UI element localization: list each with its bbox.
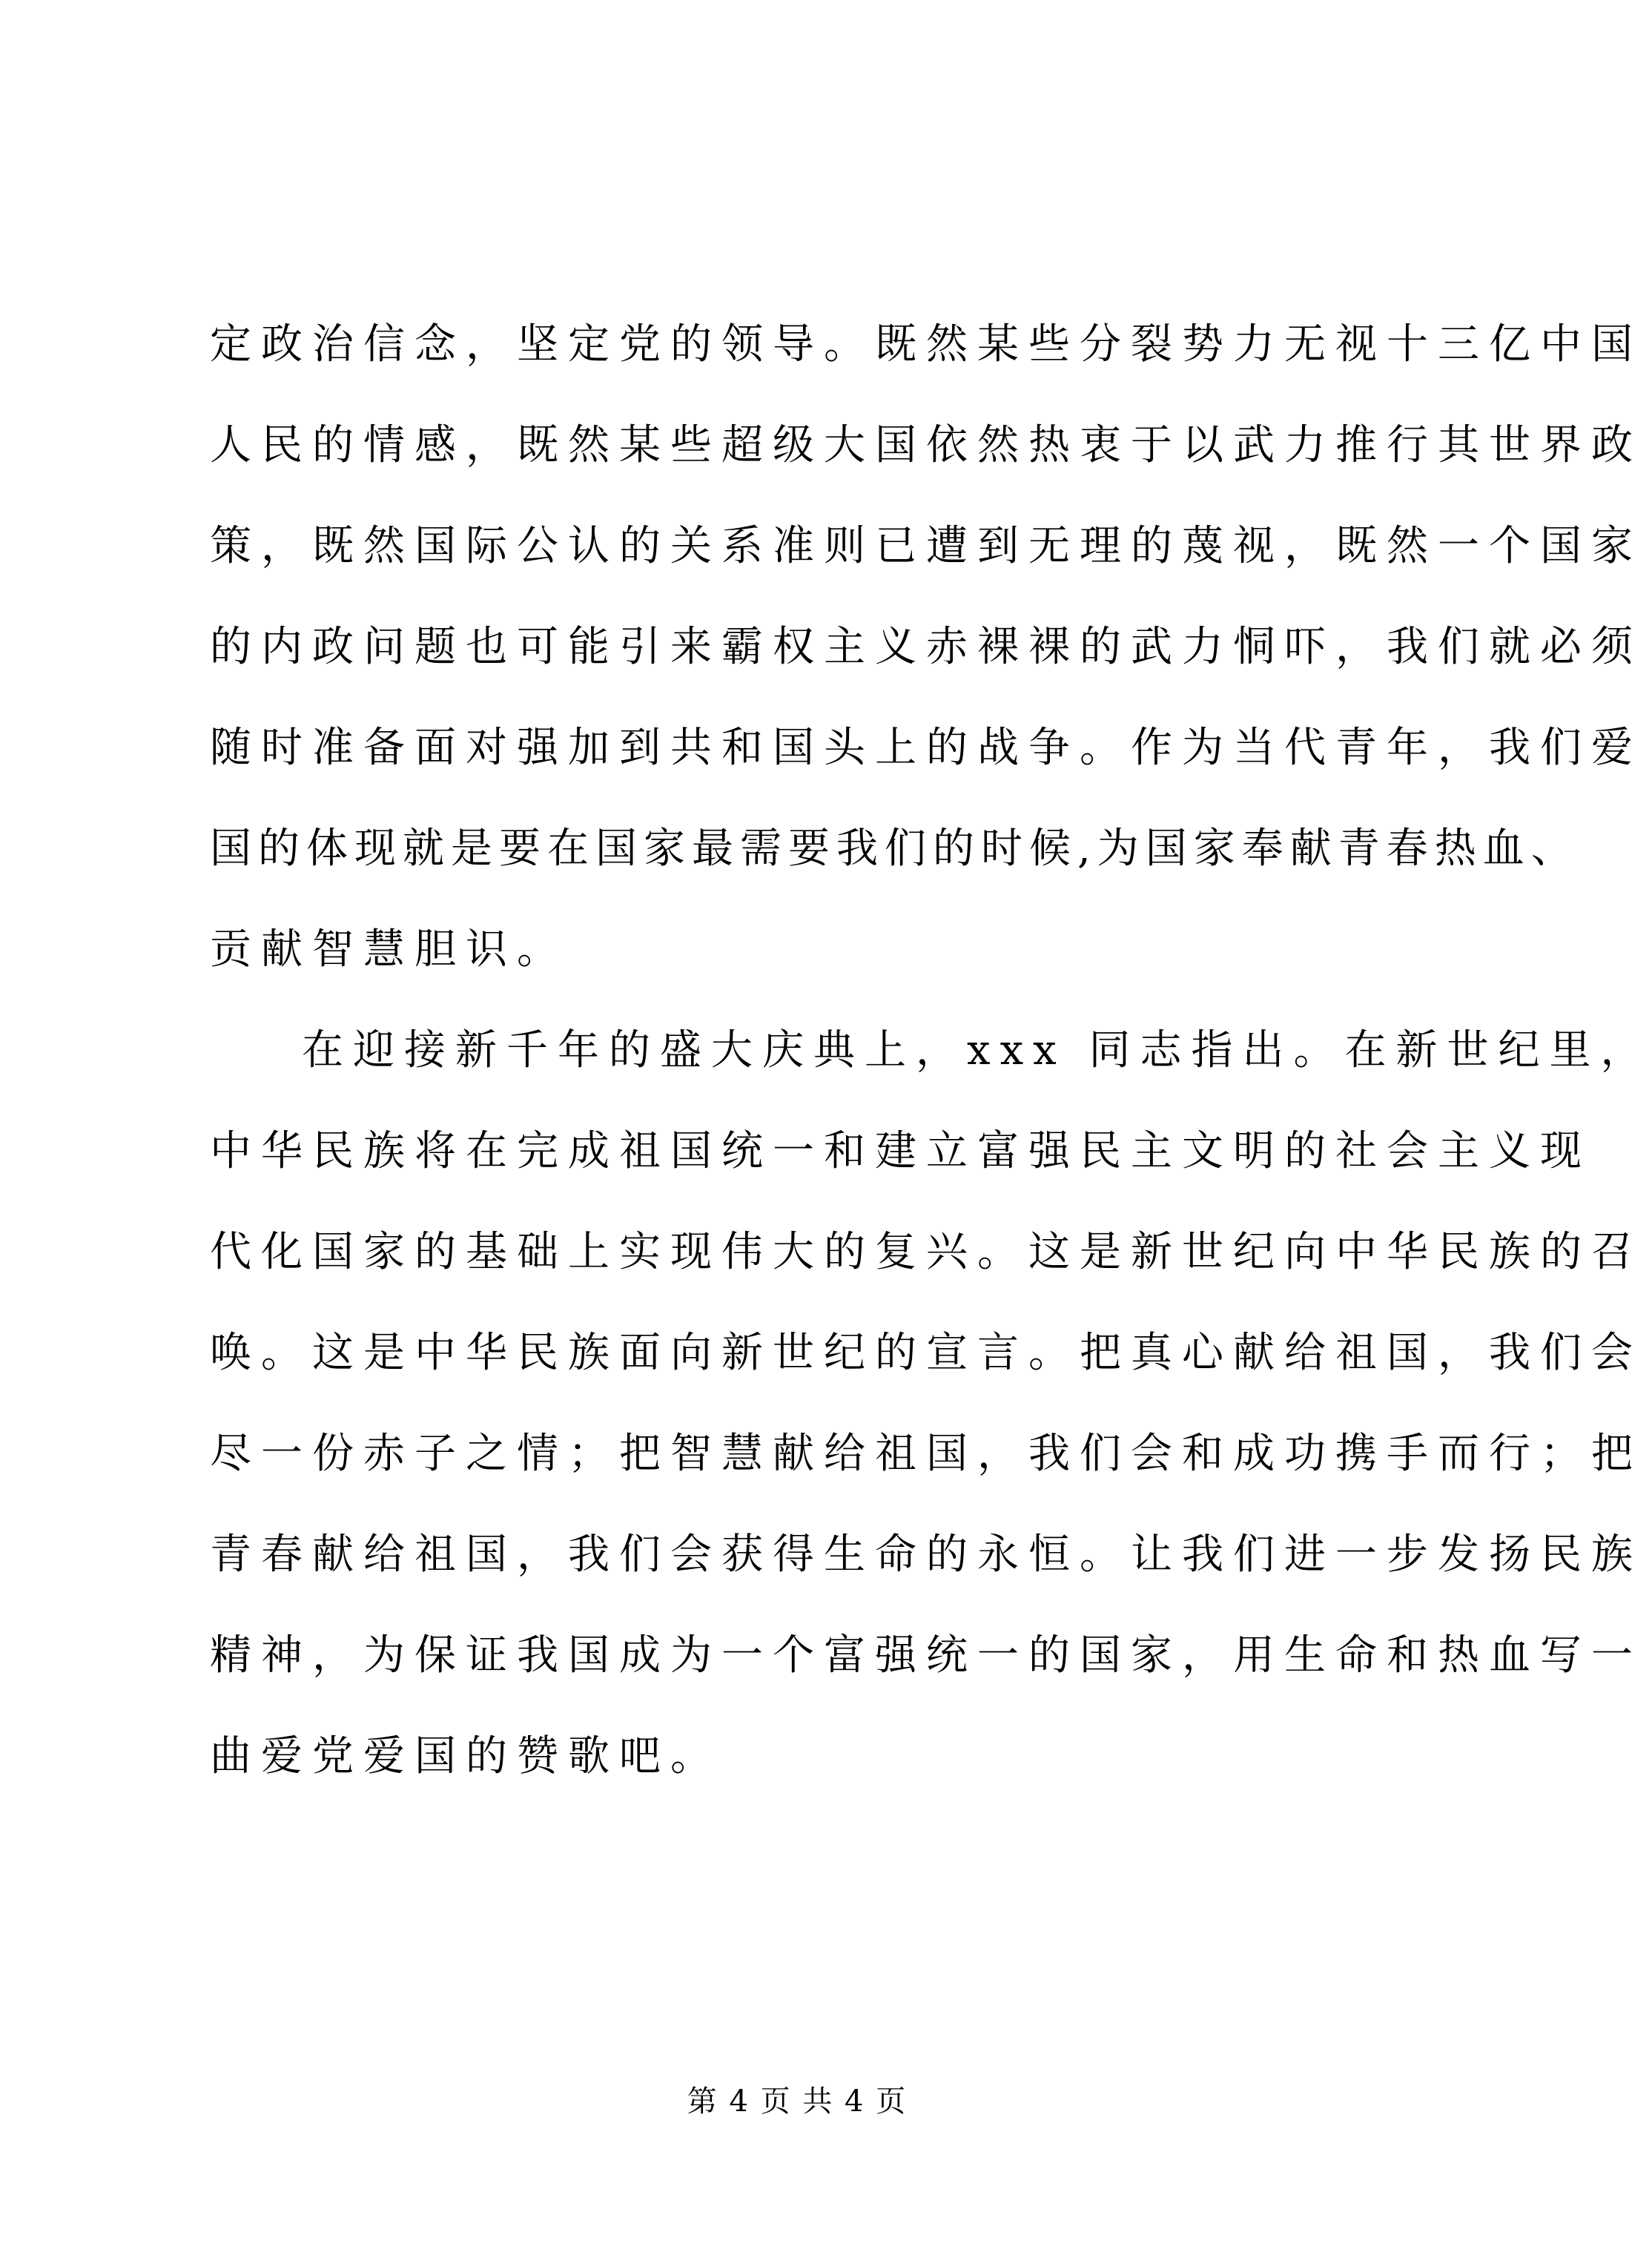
text-line: 唤。这是中华民族面向新世纪的宣言。把真心献给祖国，我们会 <box>210 1329 1642 1377</box>
text-line: 中华民族将在完成祖国统一和建立富强民主文明的社会主义现 <box>210 1127 1591 1175</box>
text-line: 青春献给祖国，我们会获得生命的永恒。让我们进一步发扬民族 <box>210 1531 1642 1579</box>
text-line: 人民的情感，既然某些超级大国依然热衷于以武力推行其世界政 <box>210 421 1642 469</box>
text-line: 随时准备面对强加到共和国头上的战争。作为当代青年，我们爱 <box>210 724 1642 772</box>
text-line: 策，既然国际公认的关系准则已遭到无理的蔑视，既然一个国家 <box>210 522 1642 570</box>
text-line: 在迎接新千年的盛大庆典上，xxx 同志指出。在新世纪里， <box>302 1026 1652 1074</box>
text-line: 的内政问题也可能引来霸权主义赤裸裸的武力恫吓，我们就必须 <box>210 623 1642 671</box>
text-line: 贡献智慧胆识。 <box>210 925 568 974</box>
document-body <box>210 294 1652 1807</box>
paragraph <box>210 1000 1652 1807</box>
text-line: 代化国家的基础上实现伟大的复兴。这是新世纪向中华民族的召 <box>210 1228 1642 1276</box>
text-line: 定政治信念，坚定党的领导。既然某些分裂势力无视十三亿中国 <box>210 320 1642 369</box>
text-line: 尽一份赤子之情；把智慧献给祖国，我们会和成功携手而行；把 <box>210 1430 1642 1478</box>
text-line: 曲爱党爱国的赞歌吧。 <box>210 1732 721 1780</box>
text-line: 精神，为保证我国成为一个富强统一的国家，用生命和热血写一 <box>210 1631 1642 1680</box>
paragraph <box>210 294 1642 1000</box>
text-line: 国的体现就是要在国家最需要我们的时候,为国家奉献青春热血、 <box>210 825 1579 873</box>
page-number-footer: 第 4 页 共 4 页 <box>687 2084 908 2119</box>
